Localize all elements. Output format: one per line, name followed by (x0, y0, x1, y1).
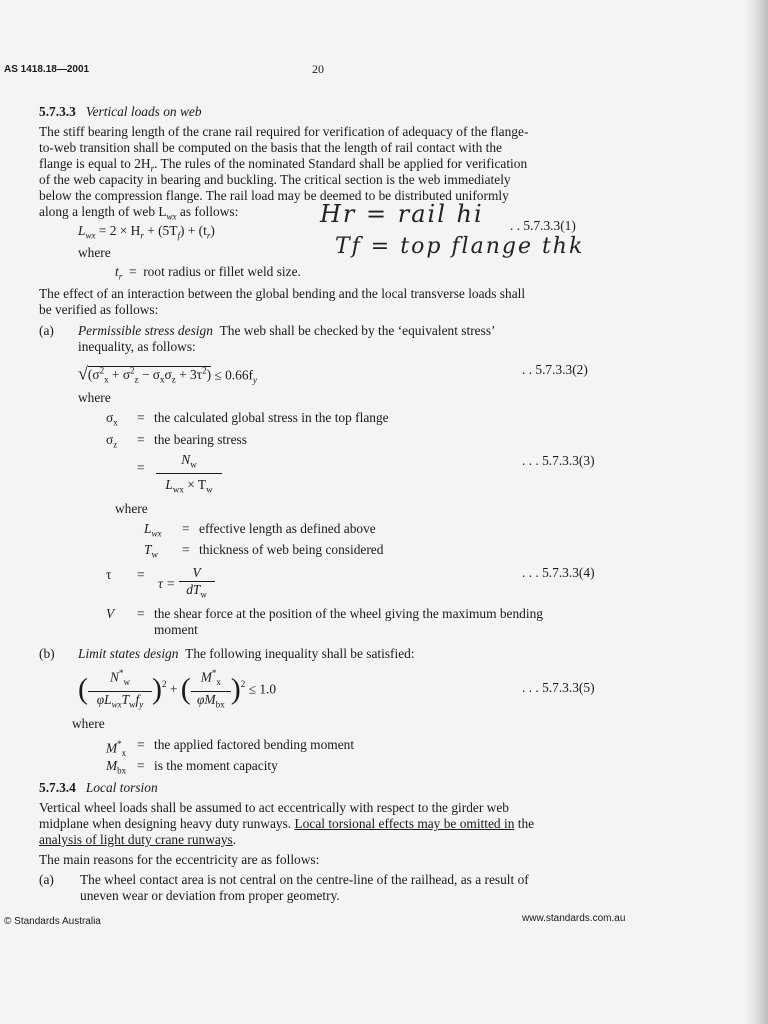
list-item-text: Permissible stress design The web shall be checked by the ‘equivalent stress’ (78, 323, 496, 338)
handwritten-note: Tf = top flange thk (335, 234, 585, 259)
standard-number: AS 1418.18—2001 (4, 64, 90, 75)
section-heading-5733 (39, 104, 202, 120)
definition-mx: $M^*_x$ (106, 739, 127, 759)
definition-equals: = (182, 521, 190, 536)
section-number: 5.7.3.4 (39, 780, 76, 795)
section-heading-5734 (39, 780, 158, 796)
paragraph-line: be verified as follows: (39, 302, 159, 317)
paragraph-line: below the compression flange. The rail load may be deemed to be distributed uniformly (39, 188, 509, 203)
equation-ref: . . 5.7.3.3(1) (510, 218, 576, 233)
equation-ref: . . . 5.7.3.3(5) (522, 680, 595, 695)
definition-text: the calculated global stress in the top flange (154, 410, 389, 425)
definition-equals: = (137, 432, 145, 447)
list-label: (a) (39, 872, 54, 887)
where-label: where (78, 245, 111, 260)
handwritten-note: Hr = rail hi (320, 200, 484, 228)
list-item-text: uneven wear or deviation from proper geometry. (80, 888, 340, 903)
paragraph-line: flange is equal to $2H_r$. The rules of the nominated Standard shall be applied for verification (39, 156, 528, 174)
definition-v: V (106, 606, 115, 621)
section-number: 5.7.3.3 (39, 104, 76, 119)
where-label: where (115, 501, 148, 516)
definition-equals: = (137, 410, 145, 425)
section-title: Vertical loads on web (85, 104, 202, 119)
where-label: where (72, 716, 105, 731)
paragraph-line: Vertical wheel loads shall be assumed to act eccentrically with respect to the girder web (39, 800, 509, 815)
paragraph-line: analysis of light duty crane runways. (39, 832, 237, 847)
footer-copyright: © Standards Australia (4, 916, 101, 927)
paragraph-line: The stiff bearing length of the crane rail required for verification of adequacy of the flange- (39, 124, 529, 139)
definition-text: the shear force at the position of the wheel giving the maximum bending (154, 606, 543, 621)
paragraph-line: The effect of an interaction between the global bending and the local transverse loads shall (39, 286, 526, 301)
definition-text: the applied factored bending moment (154, 737, 355, 752)
equation-5-7-3-3-2: $√(\sigma^2_x + \sigma^2_z - \sigma_x\sigma_z + 3\tau^2) \le 0.66f_y$ (78, 363, 257, 386)
equation-5-7-3-3-1: $L_{wx} = 2 \times H_r + (5T_f) + (t_r)$ (78, 223, 215, 241)
equation-5-7-3-3-4: τ = $\frac{V}{dT_w}$ (158, 565, 215, 603)
paragraph-line: to-web transition shall be computed on the basis that the length of rail contact with the (39, 140, 502, 155)
definition-sigma-z: $\sigma_z$ (106, 432, 118, 450)
definition-text: effective length as defined above (199, 521, 376, 536)
definition-equals: = (137, 606, 145, 621)
definition-text: is the moment capacity (154, 758, 278, 773)
definition-equals: = (182, 542, 190, 557)
scanned-page-edge (746, 0, 768, 1024)
paragraph-line: midplane when designing heavy duty runways. Local torsional effects may be omitted in the (39, 816, 535, 831)
equation-ref: . . . 5.7.3.3(3) (522, 453, 595, 468)
equation-ref: . . 5.7.3.3(2) (522, 362, 588, 377)
definition-equals: = (137, 737, 145, 752)
paragraph-line: along a length of web $L_{wx}$ as follows: (39, 204, 239, 222)
list-item-text: inequality, as follows: (78, 339, 196, 354)
definition-tr: $t_r$ = root radius or fillet weld size. (115, 264, 301, 282)
definition-text: moment (154, 622, 198, 637)
list-label: (a) (39, 323, 54, 338)
definition-equals: = (137, 758, 145, 773)
definition-text: the bearing stress (154, 432, 247, 447)
definition-lwx: $L_{wx}$ (144, 521, 162, 539)
footer-website: www.standards.com.au (522, 913, 626, 924)
definition-tw: $T_w$ (144, 542, 158, 560)
equation-ref: . . . 5.7.3.3(4) (522, 565, 595, 580)
list-label: (b) (39, 646, 55, 661)
definition-equals: = (137, 567, 145, 582)
page-number: 20 (312, 62, 324, 76)
equation-5-7-3-3-3: $\frac{N_w}{L_{wx} \times T_w}$ (156, 452, 222, 499)
definition-sigma-x: $\sigma_x$ (106, 410, 118, 428)
definition-equals: = (137, 460, 145, 475)
list-item-text: Limit states design The following inequality shall be satisfied: (78, 646, 415, 661)
list-item-text: The wheel contact area is not central on the centre-line of the railhead, as a result of (80, 872, 529, 887)
tau-symbol: τ (106, 567, 112, 582)
paragraph-line: The main reasons for the eccentricity are as follows: (39, 852, 320, 867)
section-title: Local torsion (85, 780, 158, 795)
definition-text: thickness of web being considered (199, 542, 384, 557)
definition-mbx: $M_{bx}$ (106, 758, 127, 776)
paragraph-line: of the web capacity in bearing and buckling. The critical section is the web immediately (39, 172, 511, 187)
equation-5-7-3-3-5: ( $\frac{N^*_w}{\varphi L_{wx}T_wf_y}$ )$^2$ + ( $\frac{M^*_x}{\varphi M_{bx}}$ )$^2$ ≤ 1.0 (78, 666, 276, 713)
where-label: where (78, 390, 111, 405)
